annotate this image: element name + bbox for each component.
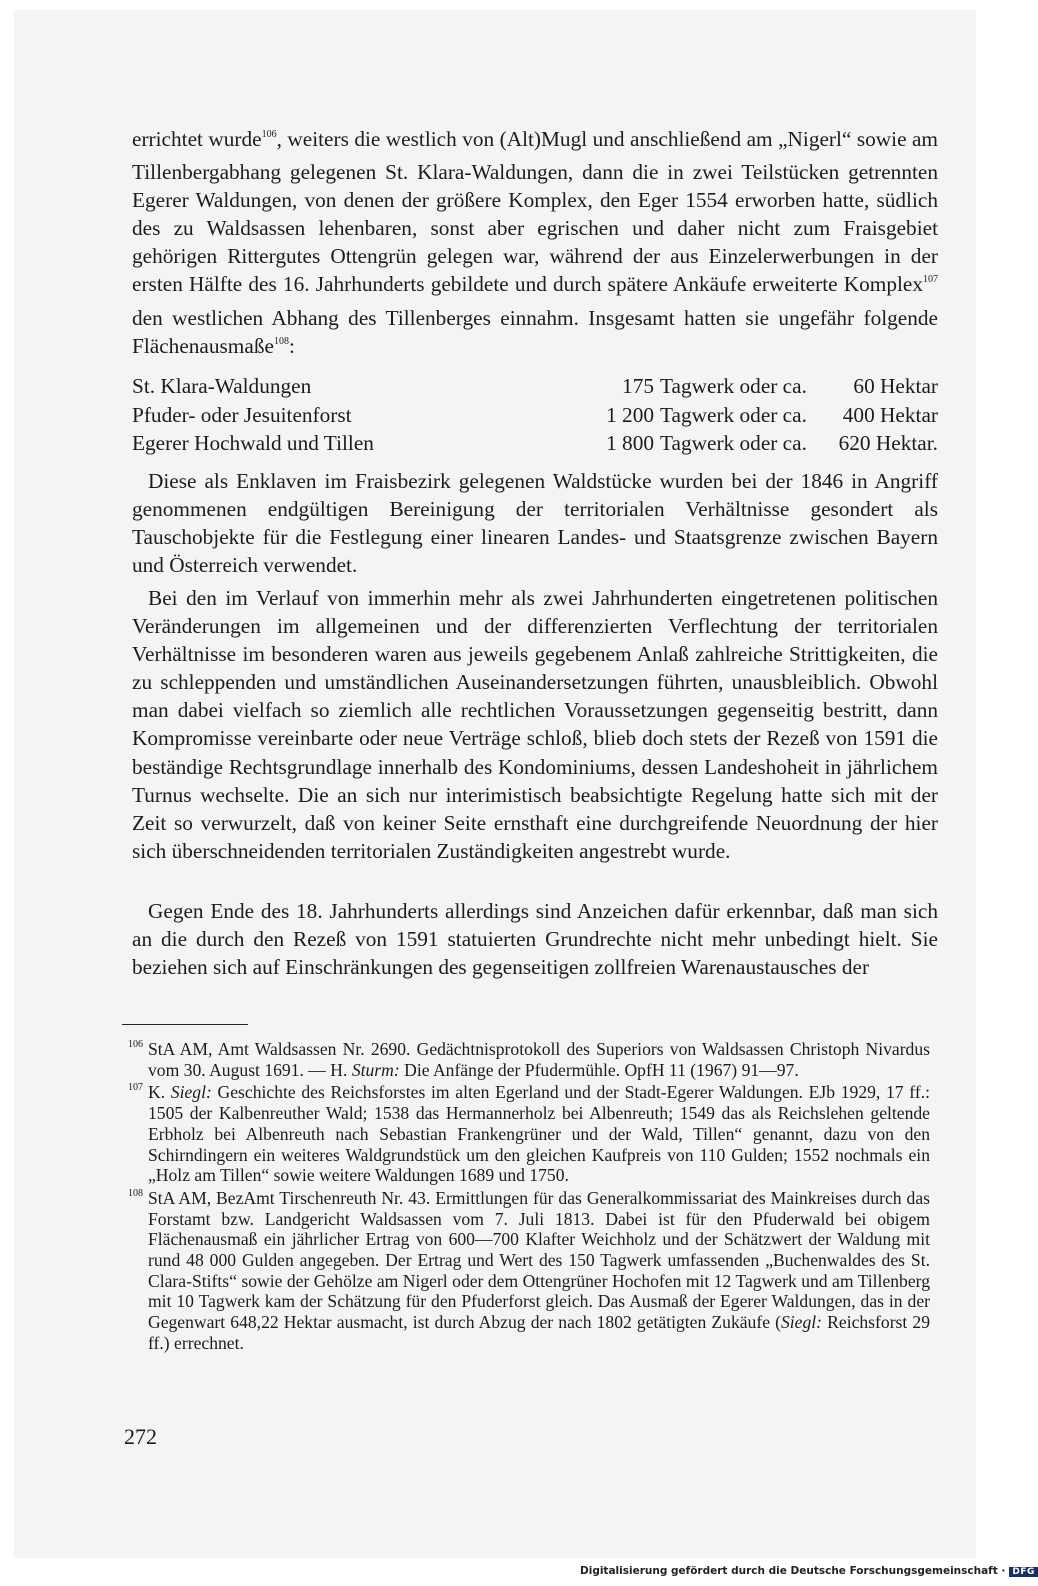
paragraph-1-text-a: errichtet wurde (132, 127, 262, 151)
area-hektar: 400 Hektar (842, 402, 938, 427)
area-unit: Tagwerk oder ca. (660, 431, 807, 456)
footnote-108 (128, 1187, 930, 1354)
area-row (132, 401, 938, 430)
footnote-text: StA AM, BezAmt Tirschenreuth Nr. 43. Ermittlungen für das Generalkommissariat des Mainkreises durch das Forstamt bzw. Landgericht Waldsassen vom 7. Juli 1813. Dabei ist für den Pfuderwald bei obigem Flächenausmaß ein jährlicher Ertrag von 600—700 Klafter Weichholz und der Schätzwert der Waldung mit rund 48 000 Gulden angegeben. Der Ertrag und Wert des 150 Tagwerk umfassenden „Buchenwaldes des St. Clara-Stifts“ sowie der Gehölze am Nigerl oder dem Ottengrüner Hochofen mit 12 Tagwerk und am Tillenberg mit 10 Tagwerk kam der Schätzung für den Pfuderforst gleich. Das Ausmaß der Egerer Waldungen, das in der Gegenwart 648,22 Hektar ausmacht, ist durch Abzug der nach 1802 getätigten Zukäufe ( (148, 1187, 930, 1333)
area-tagwerk: 1 800 (606, 431, 654, 456)
funding-text: Digitalisierung gefördert durch die Deutsche Forschungsgemeinschaft · (580, 1565, 1006, 1577)
area-table (132, 372, 938, 458)
footnote-author: Siegl: (780, 1312, 823, 1333)
area-name: Egerer Hochwald und Tillen (132, 431, 374, 456)
footnote-106 (128, 1039, 930, 1080)
footnote-text: StA AM, Amt Waldsassen Nr. 2690. Gedächtnisprotokoll des Superiors von Waldsassen Christoph Nivardus vom 30. August 1691. — H. (148, 1039, 930, 1080)
dfg-logo[interactable]: DFG (1009, 1567, 1038, 1577)
paragraph-1-text-b: , weiters die westlich von (Alt)Mugl und anschließend am „Nigerl“ sowie am Tillenbergabhang gelegenen St. Klara-Waldungen, dann die in zwei Teilstücken getrennten Egerer Waldungen, von denen der größere Komplex, den Eger 1554 erworben hatte, südlich des zu Waldsassen lehenbaren, sonst aber egrischen und daher nicht zum Fraisgebiet gehörigen Rittergutes Ottengrün gelegen war, während der aus Einzelerwerbungen in der ersten Hälfte des 16. Jahrhunderts gebildete und durch spätere Ankäufe erweiterte Komplex (132, 127, 938, 297)
footnote-number: 106 (128, 1039, 143, 1050)
footnotes (128, 1039, 930, 1356)
paragraph-4: Gegen Ende des 18. Jahrhunderts allerdings sind Anzeichen dafür erkennbar, daß man sich an die durch den Rezeß von 1591 statuierten Grundrechte nicht mehr unbedingt hielt. Sie beziehen sich auf Einschränkungen des gegenseitigen zollfreien Warenaustausches der (132, 899, 938, 980)
footnote-ref-108[interactable]: 108 (273, 335, 289, 347)
footnote-number: 107 (128, 1082, 143, 1094)
area-tagwerk: 175 (622, 374, 654, 398)
footnote-author: Siegl: (170, 1082, 212, 1103)
page-number: 272 (124, 1424, 157, 1449)
area-hektar: 620 Hektar. (838, 431, 938, 456)
footnote-ref-106[interactable]: 106 (261, 129, 277, 140)
area-name: St. Klara-Waldungen (132, 374, 312, 398)
footnote-number: 108 (128, 1187, 143, 1199)
area-hektar: 60 Hektar (853, 374, 938, 398)
area-unit: Tagwerk oder ca. (660, 374, 807, 398)
paragraph-2: Diese als Enklaven im Fraisbezirk gelegenen Waldstücke wurden bei der 1846 in Angriff genommenen endgültigen Bereinigung der territorialen Verhältnisse gesondert als Tauschobjekte für die Festlegung einer linearen Landes- und Staatsgrenze zwischen Bayern und Österreich verwendet. (132, 469, 938, 578)
footnote-author: Sturm: (351, 1059, 400, 1080)
paragraph-1-text-c: den westlichen Abhang des Tillenberges einnahm. Insgesamt hatten sie ungefähr folgende Flächenausmaße (132, 305, 938, 358)
footnote-text: Reichsforst 29 ff.) errechnet. (148, 1312, 930, 1353)
footnote-separator (122, 1024, 248, 1025)
paragraph-3: Bei den im Verlauf von immerhin mehr als zwei Jahrhunderten eingetretenen politischen Veränderungen im allgemeinen und der differenzierten Verflechtung der territorialen Verhältnisse im besonderen waren aus jeweils gegebenem Anlaß zahlreiche Strittigkeiten, die zu schleppenden und umständlichen Auseinandersetzungen führten, unausbleiblich. Obwohl man dabei vielfach so ziemlich alle rechtlichen Voraussetzungen gegenseitig bestritt, dann Kompromisse vereinbarte oder neue Verträge schloß, blieb doch stets der Rezeß von 1591 die beständige Rechtsgrundlage innerhalb des Kondominiums, dessen Landeshoheit in jährlichem Turnus wechselte. Die an sich nur interimistisch beabsichtigte Regelung hatte sich mit der Zeit so verwurzelt, daß von keiner Seite ernsthaft eine durchgreifende Neuordnung der hier sich überschneidenden territorialen Zuständigkeiten angestrebt wurde. (132, 586, 938, 863)
area-unit: Tagwerk oder ca. (660, 402, 807, 427)
footnote-text: Geschichte des Reichsforstes im alten Egerland und der Stadt-Egerer Waldungen. EJb 1929, 17 ff.: 1505 der Kalbenreuther Wald; 1538 das Hermannerholz bei Albenreuth; 1549 das als Reichslehen geltende Erbholz bei Albenreuth nach Sebastian Frankengrüner und der Wald, Tillen“ genannt, dazu von den Schirndingern ein weiteres Waldgrundstück um den gleichen Kaufpreis von 110 Gulden; 1552 nochmals ein „Holz am Tillen“ sowie weitere Waldungen 1689 und 1750. (148, 1082, 930, 1186)
footnote-text: Die Anfänge der Pfudermühle. OpfH 11 (1967) 91—97. (399, 1059, 799, 1080)
funding-footer (580, 1565, 1038, 1577)
paragraph-1-text-d: : (288, 333, 295, 358)
footnote-107 (128, 1082, 930, 1186)
area-name: Pfuder- oder Jesuitenforst (132, 402, 352, 427)
area-tagwerk: 1 200 (606, 402, 654, 427)
footnote-text: K. (148, 1082, 171, 1103)
area-row (132, 372, 938, 401)
area-row (132, 429, 938, 458)
paragraph-1 (132, 125, 938, 365)
footnote-ref-107[interactable]: 107 (923, 274, 938, 286)
